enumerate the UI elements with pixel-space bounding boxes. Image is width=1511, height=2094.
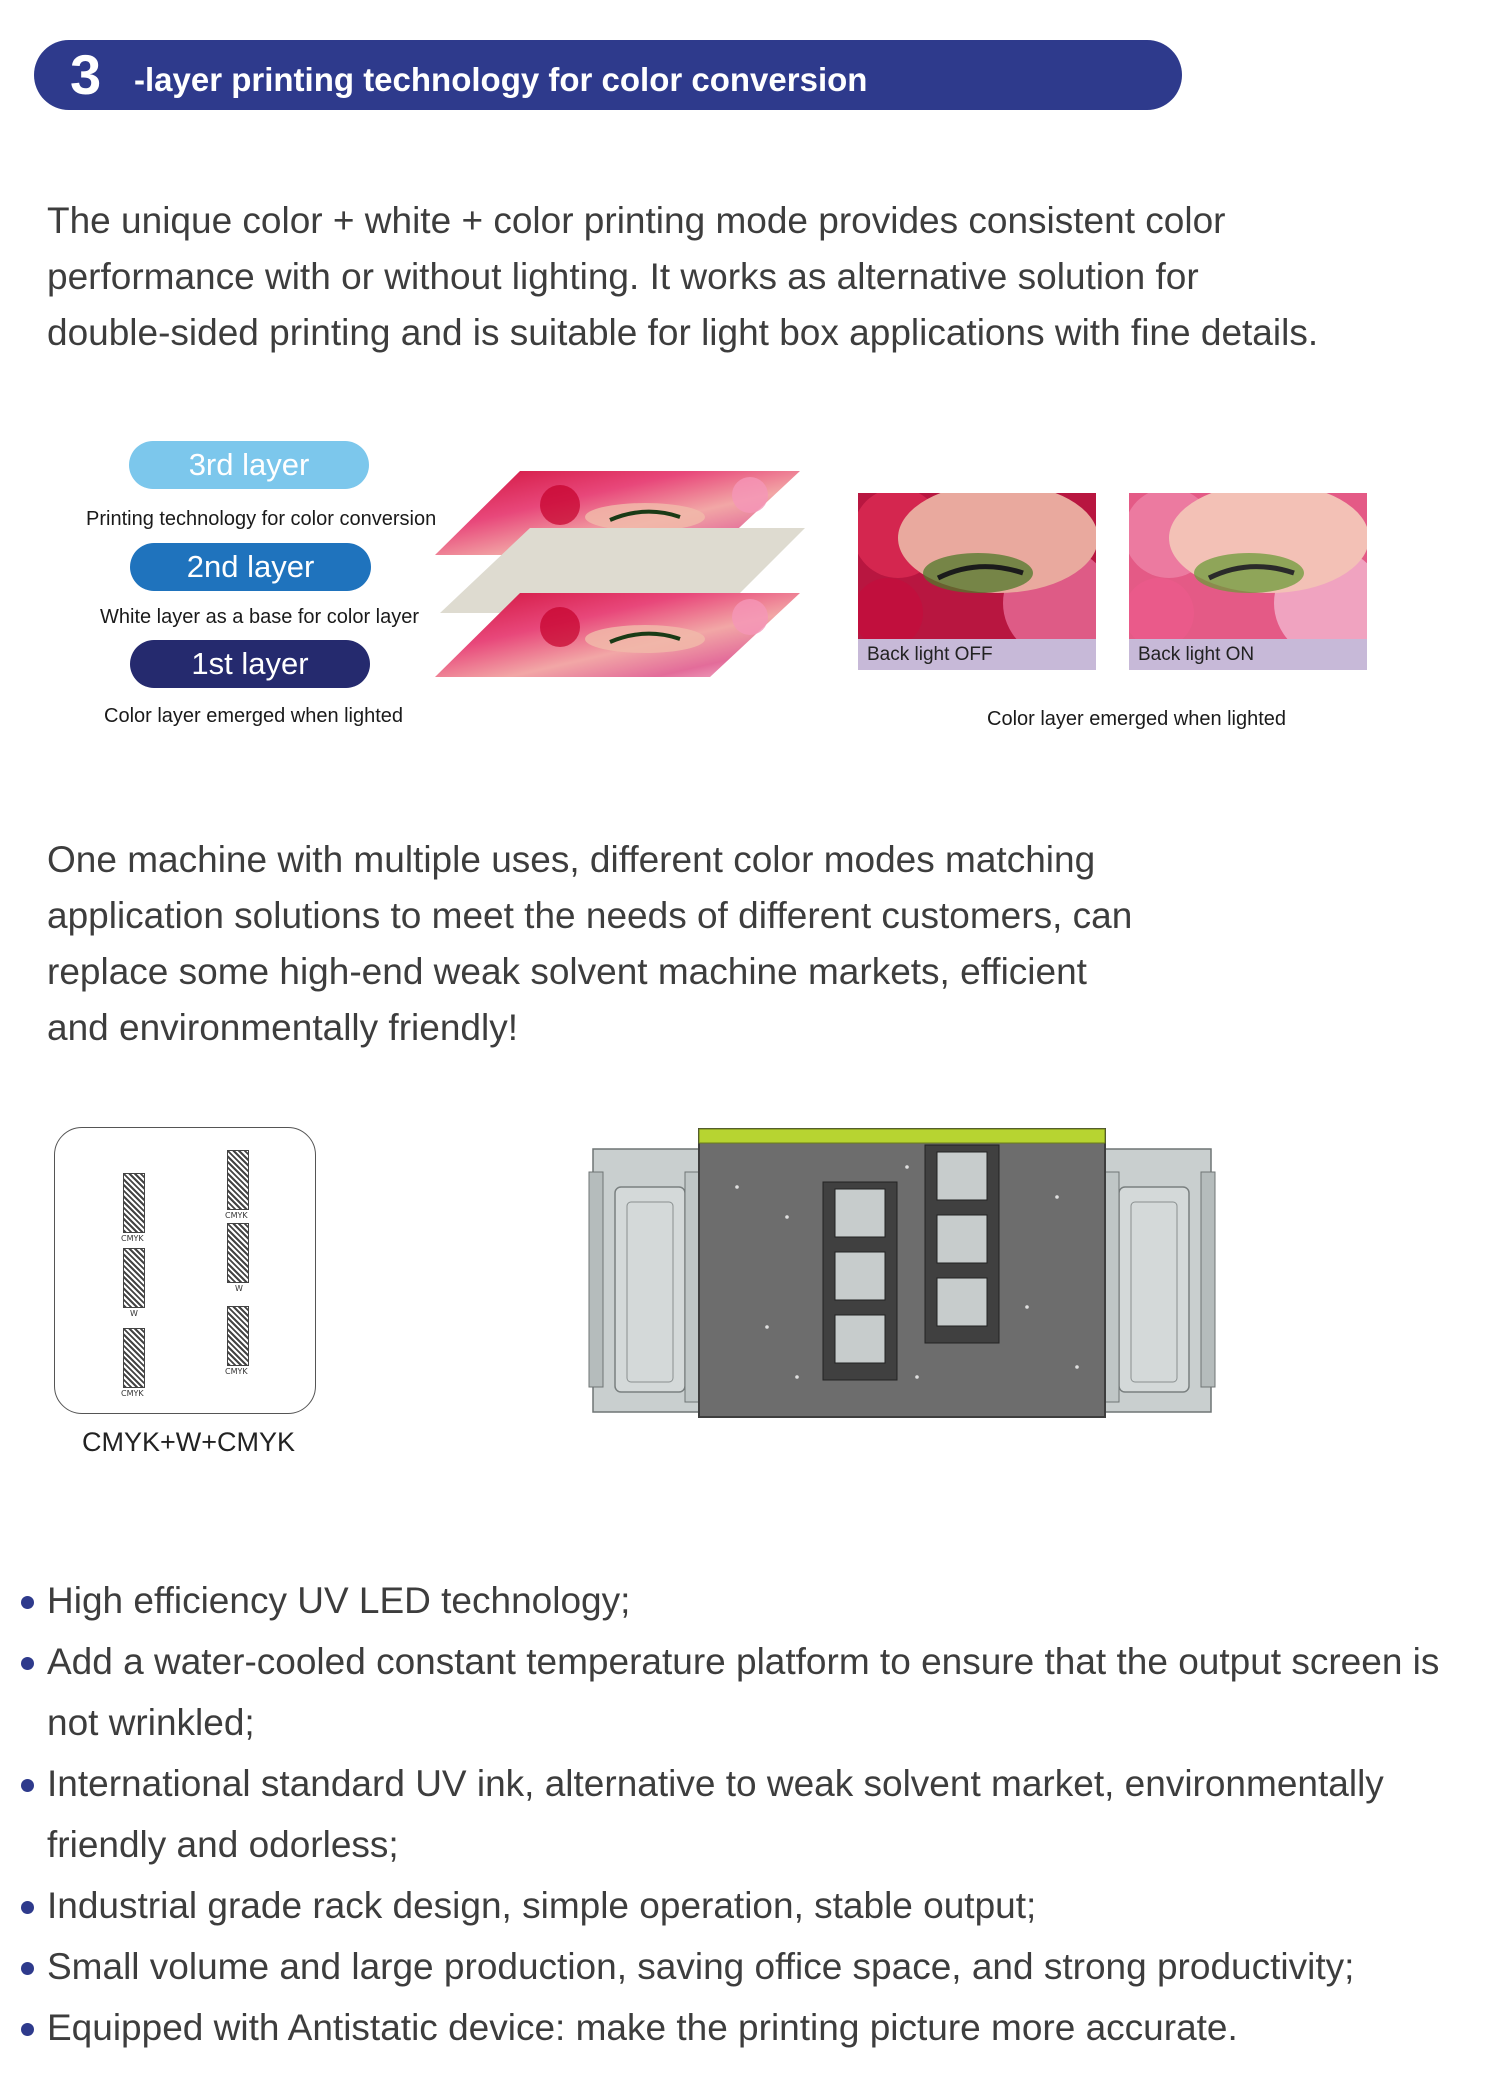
bullet-dot-icon bbox=[21, 1596, 34, 1609]
print-head bbox=[227, 1223, 249, 1283]
intro-paragraph bbox=[47, 193, 1318, 361]
bullet-dot-icon bbox=[21, 2023, 34, 2036]
machine-line: and environmentally friendly! bbox=[47, 1007, 518, 1048]
print-head-config-box bbox=[54, 1127, 316, 1414]
machine-line: application solutions to meet the needs of different customers, can bbox=[47, 895, 1133, 936]
feature-item: High efficiency UV LED technology; bbox=[18, 1570, 1467, 1631]
backlight-off-photo bbox=[858, 493, 1096, 639]
head-label: CMYK bbox=[225, 1367, 248, 1376]
machine-paragraph bbox=[47, 832, 1132, 1056]
head-label: W bbox=[130, 1309, 138, 1318]
print-head bbox=[123, 1248, 145, 1308]
layer-caption-1st: Color layer emerged when lighted bbox=[104, 705, 404, 727]
head-label: CMYK bbox=[121, 1234, 144, 1243]
bullet-dot-icon bbox=[21, 1962, 34, 1975]
layer-caption-2nd: White layer as a base for color layer bbox=[100, 606, 420, 628]
feature-item: Equipped with Antistatic device: make the printing picture more accurate. bbox=[18, 1997, 1467, 2058]
section-title-bar bbox=[34, 40, 1182, 110]
feature-item: Small volume and large production, saving office space, and strong productivity; bbox=[18, 1936, 1467, 1997]
layer-pill-1st: 1st layer bbox=[130, 640, 370, 688]
title-number: 3 bbox=[70, 43, 102, 106]
head-label: CMYK bbox=[121, 1389, 144, 1398]
print-head bbox=[123, 1328, 145, 1388]
feature-item: Industrial grade rack design, simple operation, stable output; bbox=[18, 1875, 1467, 1936]
layer-stack-illustration bbox=[430, 465, 810, 685]
feature-list bbox=[18, 1570, 1467, 2058]
print-head bbox=[123, 1173, 145, 1233]
print-head bbox=[227, 1150, 249, 1210]
feature-item: International standard UV ink, alternative to weak solvent market, environmentally friendly and odorless; bbox=[18, 1753, 1467, 1875]
bullet-dot-icon bbox=[21, 1901, 34, 1914]
section-title: -layer printing technology for color conversion bbox=[134, 61, 868, 98]
print-head bbox=[227, 1306, 249, 1366]
head-label: W bbox=[235, 1284, 243, 1293]
intro-line: double-sided printing and is suitable for light box applications with fine details. bbox=[47, 312, 1319, 353]
bullet-dot-icon bbox=[21, 1657, 34, 1670]
backlight-on-photo bbox=[1129, 493, 1367, 639]
comparison-caption: Color layer emerged when lighted bbox=[987, 708, 1287, 730]
layer-pill-3rd: 3rd layer bbox=[129, 441, 369, 489]
head-label: CMYK bbox=[225, 1211, 248, 1220]
intro-line: The unique color + white + color printing mode provides consistent color bbox=[47, 200, 1226, 241]
backlight-on-label: Back light ON bbox=[1129, 639, 1367, 670]
feature-item: Add a water-cooled constant temperature platform to ensure that the output screen is not wrinkled; bbox=[18, 1631, 1467, 1753]
backlight-off-label: Back light OFF bbox=[858, 639, 1096, 670]
intro-line: performance with or without lighting. It works as alternative solution for bbox=[47, 256, 1199, 297]
machine-line: replace some high-end weak solvent machine markets, efficient bbox=[47, 951, 1087, 992]
layer-pill-2nd: 2nd layer bbox=[130, 543, 371, 591]
layer-caption-3rd: Printing technology for color conversion bbox=[86, 508, 437, 530]
bullet-dot-icon bbox=[21, 1779, 34, 1792]
color-mode-label: CMYK+W+CMYK bbox=[82, 1427, 296, 1457]
machine-line: One machine with multiple uses, different color modes matching bbox=[47, 839, 1096, 880]
printer-carriage-diagram bbox=[587, 1127, 1217, 1419]
